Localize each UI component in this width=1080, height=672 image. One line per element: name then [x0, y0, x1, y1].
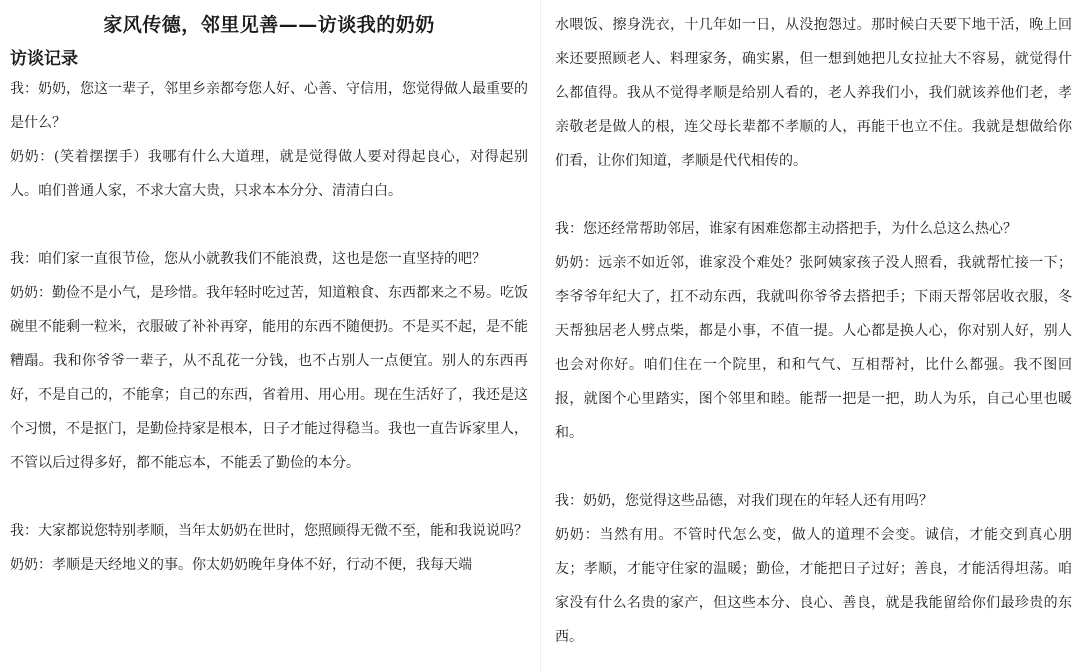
paragraph-question-2: 我：咱们家一直很节俭，您从小就教我们不能浪费，这也是您一直坚持的吧？	[10, 251, 486, 267]
paragraph-answer-1: 奶奶：(笑着摆摆手）我哪有什么大道理，就是觉得做人要对得起良心，对得起别人。咱们普通人家，不求大富大贵，只求本本分分、清清白白。	[10, 149, 528, 199]
paragraph-answer-3-continued: 水喂饭、擦身洗衣，十几年如一日，从没抱怨过。那时候白天要下地干活，晚上回来还要照顾老人、料理家务，确实累，但一想到她把儿女拉扯大不容易，就觉得什么都值得。我从不觉得孝顺是给别人看的，老人养我们小，我们就该养他们老，孝亲敬老是做人的根，连父母长辈都不孝顺的人，再能干也立不住。我就是想做给你们看，让你们知道，孝顺是代代相传的。	[555, 17, 1072, 169]
paragraph-question-4: 我：您还经常帮助邻居，谁家有困难您都主动搭把手，为什么总这么热心？	[555, 221, 1017, 237]
document-title: 家风传德，邻里见善——访谈我的奶奶	[103, 14, 435, 36]
paragraph-question-5: 我：奶奶，您觉得这些品德，对我们现在的年轻人还有用吗？	[555, 493, 933, 509]
paragraph-answer-5: 奶奶：当然有用。不管时代怎么变，做人的道理不会变。诚信，才能交到真心朋友；孝顺，才能守住家的温暖；勤俭，才能把日子过好；善良，才能活得坦荡。咱家没有什么名贵的家产，但这些本分、良心、善良，就是我能留给你们最珍贵的东西。	[555, 527, 1072, 645]
paragraph-gap	[555, 450, 1072, 484]
paragraph-gap	[555, 178, 1072, 212]
paragraph-answer-3-start: 奶奶：孝顺是天经地义的事。你太奶奶晚年身体不好，行动不便，我每天端	[10, 557, 472, 573]
paragraph-question-3: 我：大家都说您特别孝顺，当年太奶奶在世时，您照顾得无微不至，能和我说说吗？	[10, 523, 528, 539]
paragraph-answer-2: 奶奶：勤俭不是小气，是珍惜。我年轻时吃过苦，知道粮食、东西都来之不易。吃饭碗里不能剩一粒米，衣服破了补补再穿，能用的东西不随便扔。不是买不起，是不能糟蹋。我和你爷爷一辈子，从不乱花一分钱，也不占别人一点便宜。别人的东西再好，不是自己的，不能拿；自己的东西，省着用、用心用。现在生活好了，我还是这个习惯，不是抠门，是勤俭持家是根本，日子才能过得稳当。我也一直告诉家里人，不管以后过得多好，都不能忘本，不能丢了勤俭的本分。	[10, 285, 528, 471]
paragraph-question-1: 我：奶奶，您这一辈子，邻里乡亲都夸您人好、心善、守信用，您觉得做人最重要的是什么？	[10, 81, 528, 131]
right-column	[541, 0, 1080, 672]
paragraph-gap	[10, 480, 528, 514]
paragraph-gap	[10, 208, 528, 242]
section-subtitle: 访谈记录	[10, 49, 78, 69]
paragraph-answer-4: 奶奶：远亲不如近邻，谁家没个难处？张阿姨家孩子没人照看，我就帮忙接一下；李爷爷年纪大了，扛不动东西，我就叫你爷爷去搭把手；下雨天帮邻居收衣服，冬天帮独居老人劈点柴，都是小事，不值一提。人心都是换人心，你对别人好，别人也会对你好。咱们住在一个院里，和和气气、互相帮衬，比什么都强。我不图回报，就图个心里踏实，图个邻里和睦。能帮一把是一把，助人为乐，自己心里也暖和。	[555, 255, 1072, 441]
